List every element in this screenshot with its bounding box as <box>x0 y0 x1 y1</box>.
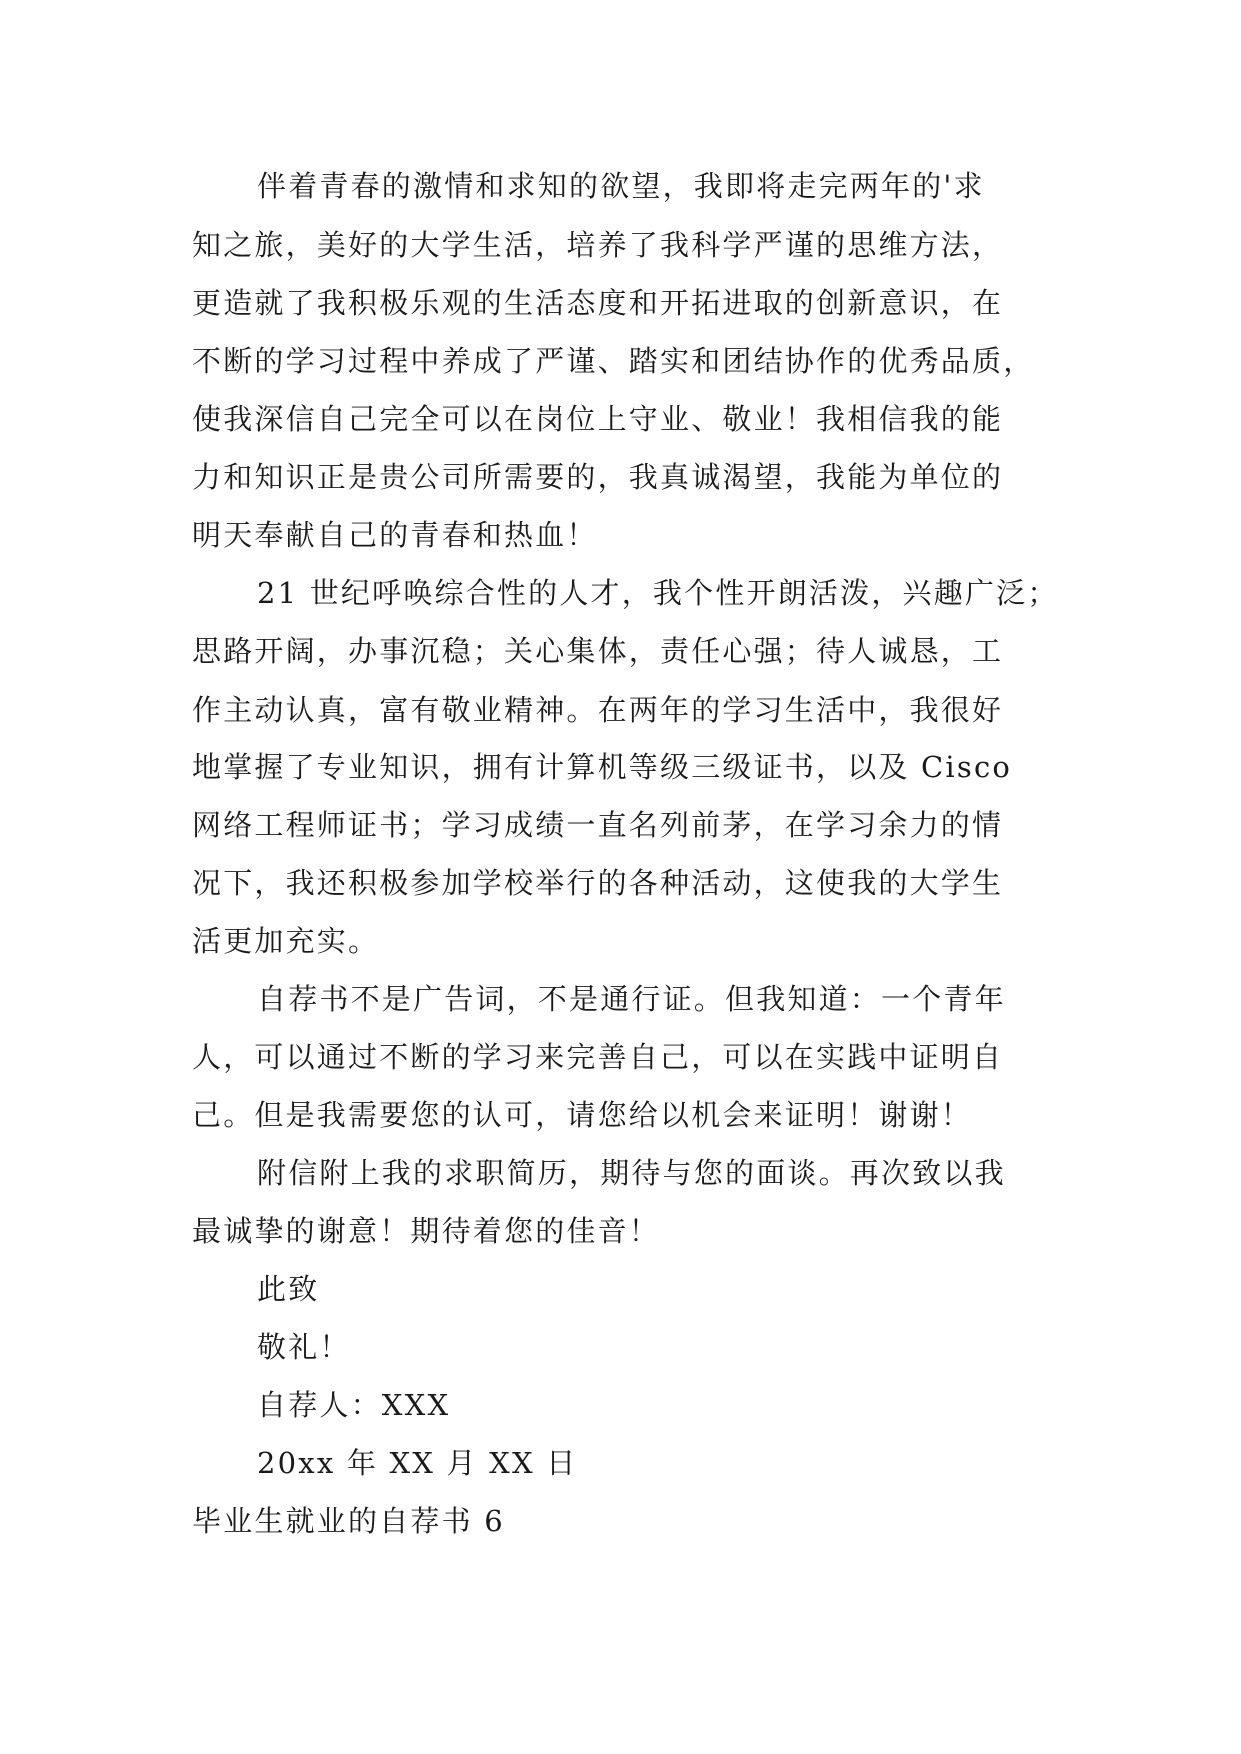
paragraph-1-line-2: 知之旅，美好的大学生活，培养了我科学严谨的思维方法， <box>192 228 1004 262</box>
closing-regards: 敬礼！ <box>257 1330 351 1364</box>
paragraph-2-line-3: 作主动认真，富有敬业精神。在两年的学习生活中，我很好 <box>192 693 1004 727</box>
paragraph-1-line-7: 明天奉献自己的青春和热血！ <box>192 518 598 552</box>
paragraph-2-line-1: 21 世纪呼唤综合性的人才，我个性开朗活泼，兴趣广泛； <box>257 576 1059 610</box>
paragraph-2-line-4: 地掌握了专业知识，拥有计算机等级三级证书，以及 Cisco <box>192 750 1013 784</box>
signature-name: 自荐人：XXX <box>257 1388 451 1422</box>
paragraph-4-line-1: 附信附上我的求职简历，期待与您的面谈。再次致以我 <box>257 1156 1006 1190</box>
paragraph-1-line-5: 使我深信自己完全可以在岗位上守业、敬业！我相信我的能 <box>192 402 1004 436</box>
paragraph-2-line-5: 网络工程师证书；学习成绩一直名列前茅，在学习余力的情 <box>192 808 1004 842</box>
paragraph-3-line-1: 自荐书不是广告词，不是通行证。但我知道：一个青年 <box>257 982 1006 1016</box>
signature-date: 20xx 年 XX 月 XX 日 <box>257 1446 578 1480</box>
paragraph-3-line-3: 己。但是我需要您的认可，请您给以机会来证明！谢谢！ <box>192 1098 973 1132</box>
paragraph-1-line-4: 不断的学习过程中养成了严谨、踏实和团结协作的优秀品质， <box>192 344 1035 378</box>
paragraph-1-line-3: 更造就了我积极乐观的生活态度和开拓进取的创新意识，在 <box>192 286 1004 320</box>
paragraph-1-line-1: 伴着青春的激情和求知的欲望，我即将走完两年的'求 <box>257 169 985 203</box>
paragraph-2-line-6: 况下，我还积极参加学校举行的各种活动，这使我的大学生 <box>192 866 1004 900</box>
paragraph-2-line-2: 思路开阔，办事沉稳；关心集体，责任心强；待人诚恳，工 <box>192 634 1004 668</box>
paragraph-2-line-7: 活更加充实。 <box>192 924 380 958</box>
paragraph-3-line-2: 人，可以通过不断的学习来完善自己，可以在实践中证明自 <box>192 1040 1004 1074</box>
closing-salutation: 此致 <box>257 1272 320 1306</box>
next-section-heading: 毕业生就业的自荐书 6 <box>192 1504 505 1538</box>
paragraph-1-line-6: 力和知识正是贵公司所需要的，我真诚渴望，我能为单位的 <box>192 460 1004 494</box>
paragraph-4-line-2: 最诚挚的谢意！期待着您的佳音！ <box>192 1214 661 1248</box>
